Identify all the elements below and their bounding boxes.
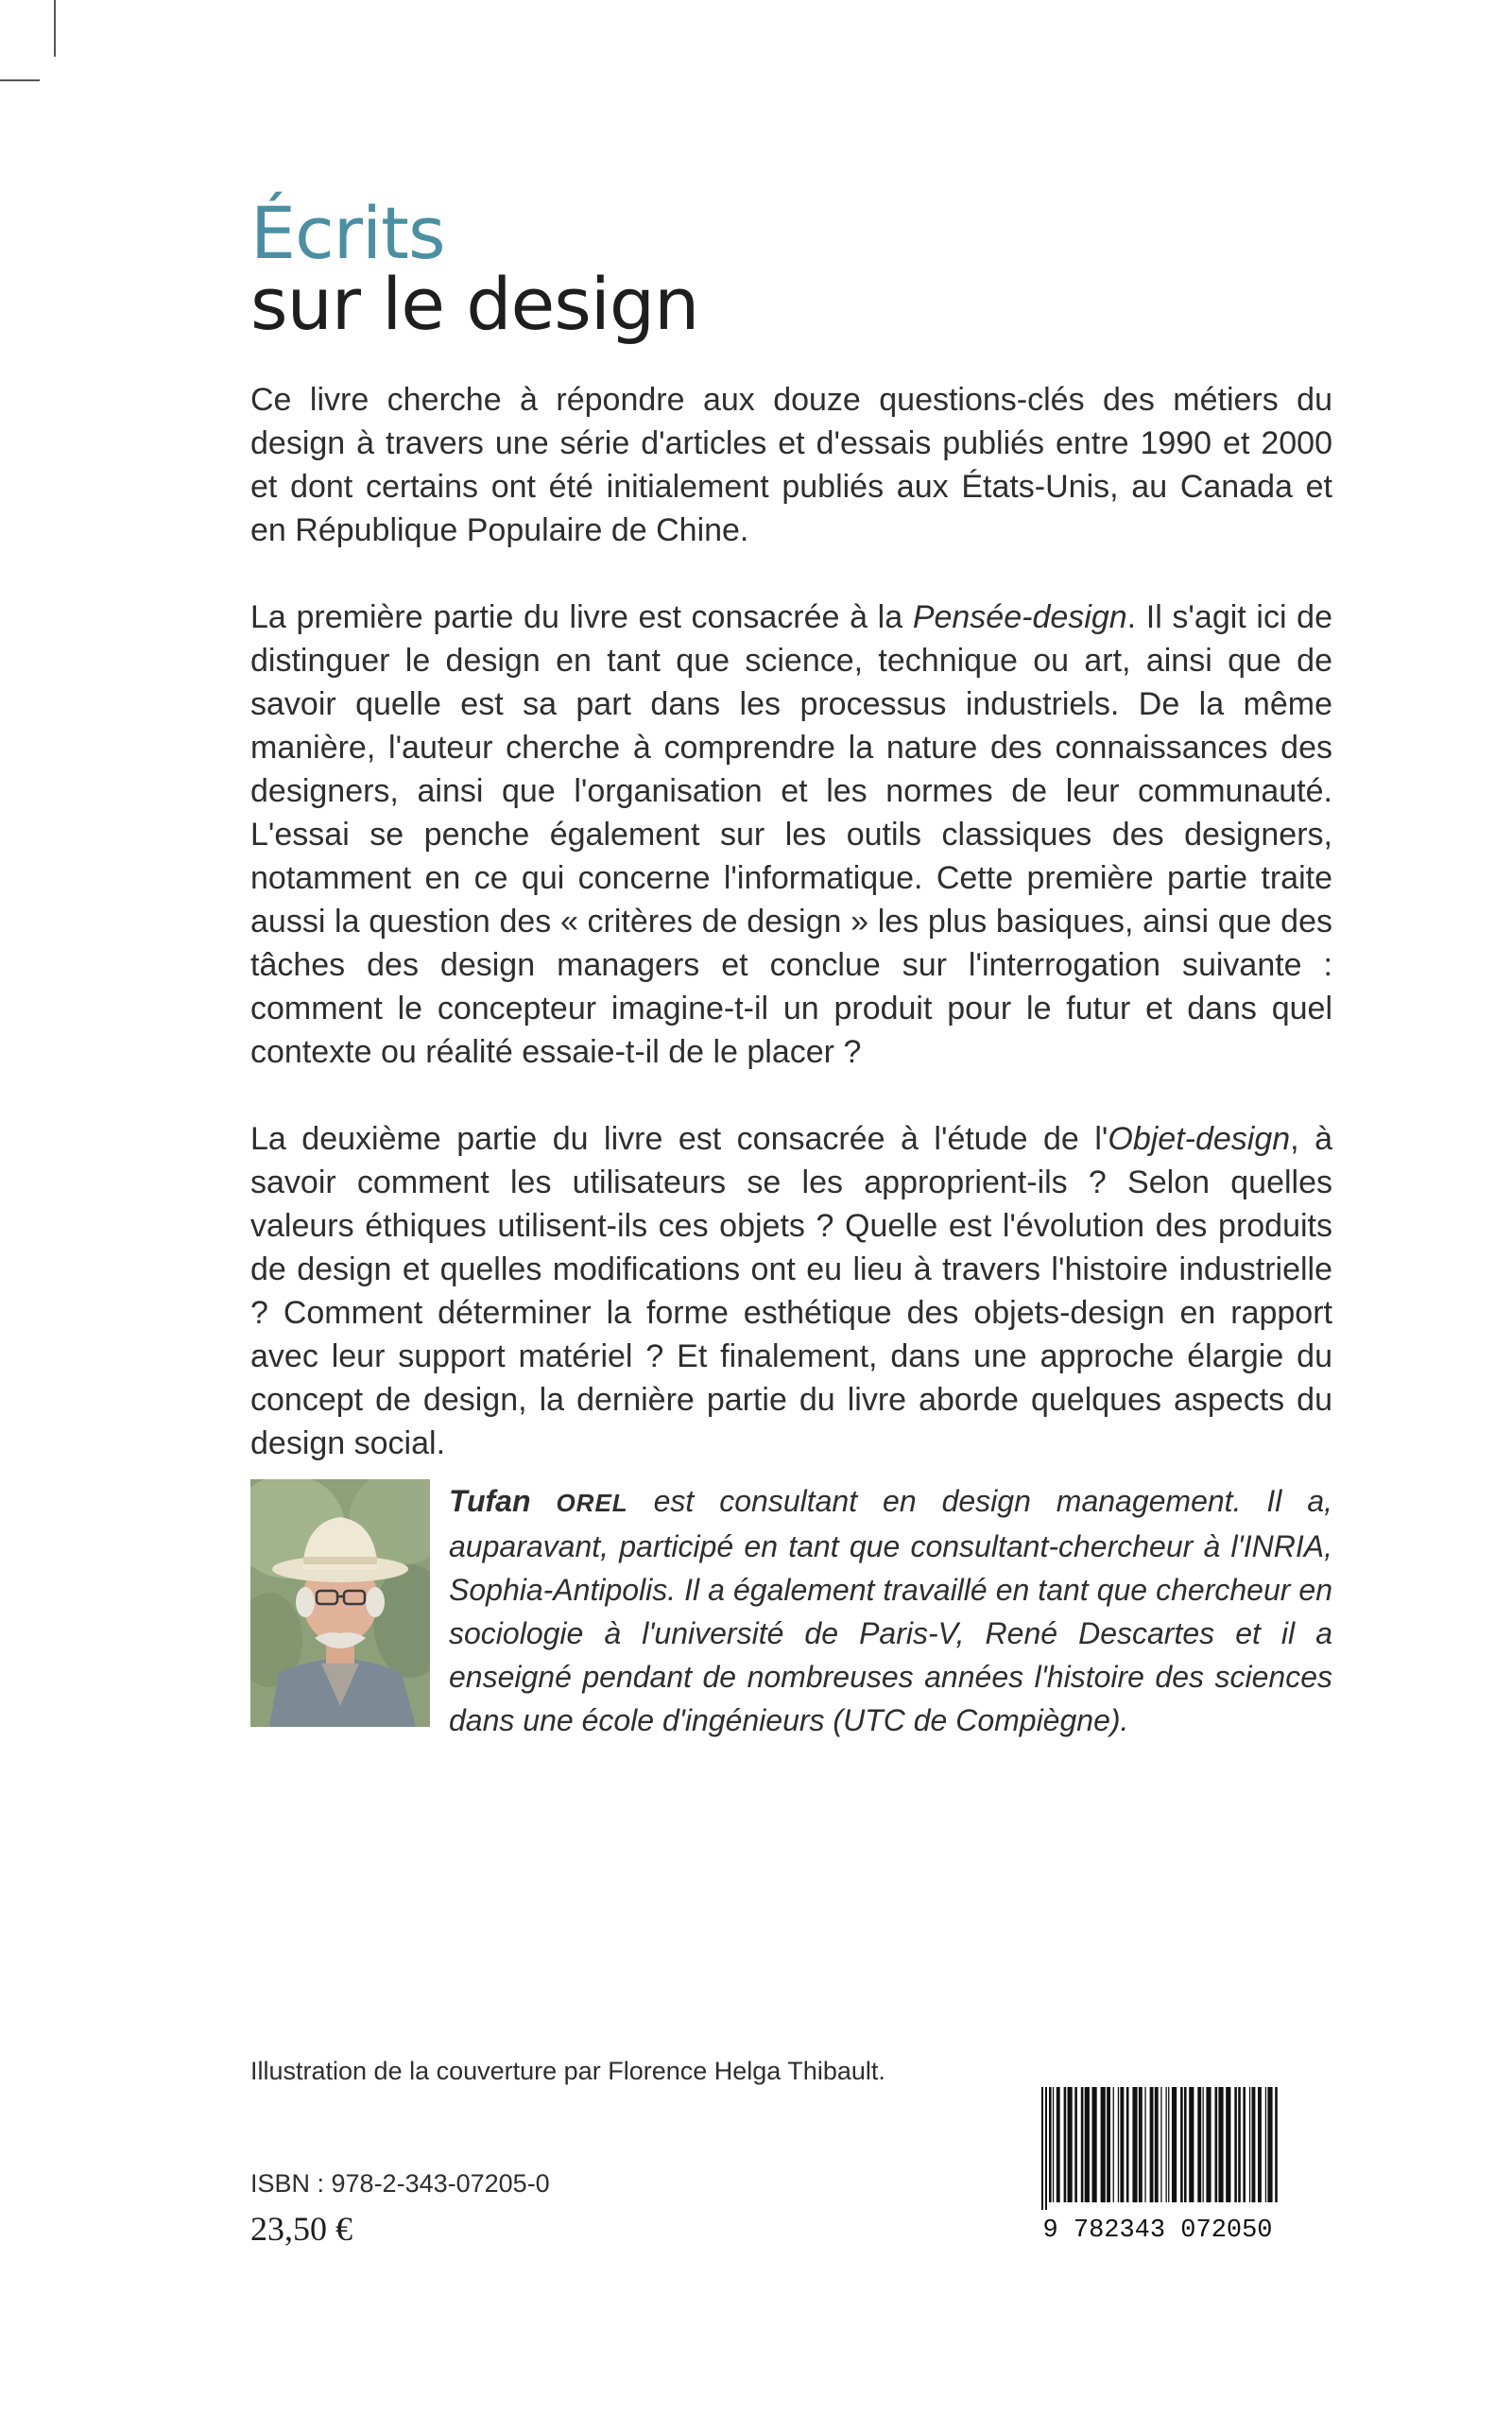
isbn: ISBN : 978-2-343-07205-0 <box>250 2169 550 2198</box>
barcode-bar <box>1113 2087 1114 2202</box>
author-name: Tufan OREL <box>449 1484 628 1518</box>
barcode-bar <box>1118 2087 1119 2202</box>
barcode-bar <box>1120 2087 1124 2202</box>
price: 23,50 € <box>250 2210 352 2248</box>
barcode-bar <box>1092 2087 1097 2202</box>
author-bio: Tufan OREL est consultant en design management. Il a, auparavant, participé en tant que consultant-chercheur à l'INRIA, Sophia-Antipolis. Il a également travaillé en tant que chercheur en sociologie à l'université de Paris-V, René Descartes et il a enseigné pendant de nombreuses années l'histoire des sciences dans une école d'ingénieurs (UTC de Compiègne). <box>449 1484 1333 1737</box>
barcode-bar <box>1057 2087 1060 2202</box>
barcode-bar <box>1226 2087 1230 2202</box>
barcode-bar <box>1172 2087 1177 2202</box>
barcode-bar <box>1085 2087 1090 2202</box>
barcode-bar <box>1197 2087 1201 2202</box>
synopsis <box>250 378 1332 1509</box>
crop-mark-top <box>54 0 56 57</box>
barcode-bar <box>1243 2087 1246 2202</box>
barcode-bar <box>1206 2087 1211 2202</box>
paragraph-part-one: La première partie du livre est consacrée à la Pensée-design. Il s'agit ici de distinguer le design en tant que science, technique ou art, ainsi que de savoir quelle est sa part dans les processus industriels. De la même manière, l'auteur cherche à comprendre la nature des connaissances des designers, ainsi que l'organisation et les normes de leur communauté. L'essai se penche également sur les outils classiques des designers, notamment en ce qui concerne l'informatique. Cette première partie traite aussi la question des « critères de design » les plus basiques, ainsi que des tâches des design managers et conclue sur l'interrogation suivante : comment le concepteur imagine-t-il un produit pour le futur et dans quel contexte ou réalité essaie-t-il de le placer ? <box>250 599 1333 1070</box>
barcode-bar <box>1160 2087 1161 2202</box>
barcode-bar <box>1203 2087 1204 2202</box>
barcode-bar <box>1045 2087 1047 2210</box>
barcode-bar <box>1150 2087 1154 2202</box>
emphasis-objet-design: Objet-design <box>1108 1121 1291 1157</box>
barcode-bar <box>1049 2087 1052 2202</box>
barcode-bar <box>1041 2087 1043 2210</box>
barcode-bar <box>1132 2087 1137 2202</box>
barcode-bar <box>1184 2087 1187 2202</box>
barcode-bar <box>1064 2087 1067 2202</box>
barcode-bar <box>1168 2087 1169 2202</box>
barcode-bar <box>1053 2087 1054 2202</box>
barcode-bar <box>1238 2087 1241 2202</box>
barcode-bar <box>1074 2087 1077 2202</box>
barcode-bar <box>1101 2087 1106 2202</box>
book-title <box>250 191 1337 346</box>
barcode-bar <box>1252 2087 1256 2202</box>
barcode-bar <box>1155 2087 1159 2202</box>
barcode-bar <box>1267 2087 1272 2202</box>
barcode-bar <box>1068 2087 1073 2202</box>
emphasis-pensee-design: Pensée-design <box>912 599 1127 635</box>
barcode-bar <box>1258 2087 1262 2202</box>
barcode-bar <box>1234 2087 1237 2202</box>
barcode-bar <box>1139 2087 1143 2202</box>
barcode-bar <box>1081 2087 1084 2202</box>
title-line-2: sur le design <box>250 262 699 346</box>
barcode-bar <box>1215 2087 1218 2202</box>
barcode-bar <box>1249 2087 1250 2202</box>
barcode-bar <box>1166 2087 1167 2202</box>
crop-mark-left <box>0 79 40 81</box>
title-line-1: Écrits <box>250 191 445 275</box>
barcode <box>1021 2087 1295 2240</box>
barcode-bar <box>1189 2087 1194 2202</box>
author-photo <box>250 1479 430 1727</box>
barcode-bar <box>1275 2087 1278 2202</box>
cover-illustration-credit: Illustration de la couverture par Florence Helga Thibault. <box>250 2057 885 2085</box>
barcode-bar <box>1107 2087 1110 2202</box>
barcode-number: 9 782343 072050 <box>1042 2217 1273 2240</box>
paragraph-intro: Ce livre cherche à répondre aux douze questions-clés des métiers du design à travers une série d'articles et d'essais publiés entre 1990 et 2000 et dont certains ont été initialement publiés aux États-Unis, au Canada et en République Populaire de Chine. <box>250 382 1332 548</box>
author-last-name: OREL <box>556 1489 628 1517</box>
barcode-bar <box>1218 2087 1223 2202</box>
barcode-bar <box>1180 2087 1183 2202</box>
barcode-bars <box>1041 2087 1278 2210</box>
barcode-bar <box>1126 2087 1129 2202</box>
barcode-bar <box>1265 2087 1266 2202</box>
paragraph-part-two: La deuxième partie du livre est consacrée à l'étude de l'Objet-design, à savoir comment les utilisateurs se les approprient-ils ? Selon quelles valeurs éthiques utilisent-ils ces objets ? Quelle est l'évolution des produits de design et quelles modifications ont eu lieu à travers l'histoire industrielle ? Comment déterminer la forme esthétique des objets-design en rapport avec leur support matériel ? Et finalement, dans une approche élargie du concept de design, la dernière partie du livre aborde quelques aspects du design social. <box>250 1121 1332 1461</box>
barcode-bar <box>1144 2087 1145 2202</box>
author-bio-section <box>250 1479 1337 1737</box>
